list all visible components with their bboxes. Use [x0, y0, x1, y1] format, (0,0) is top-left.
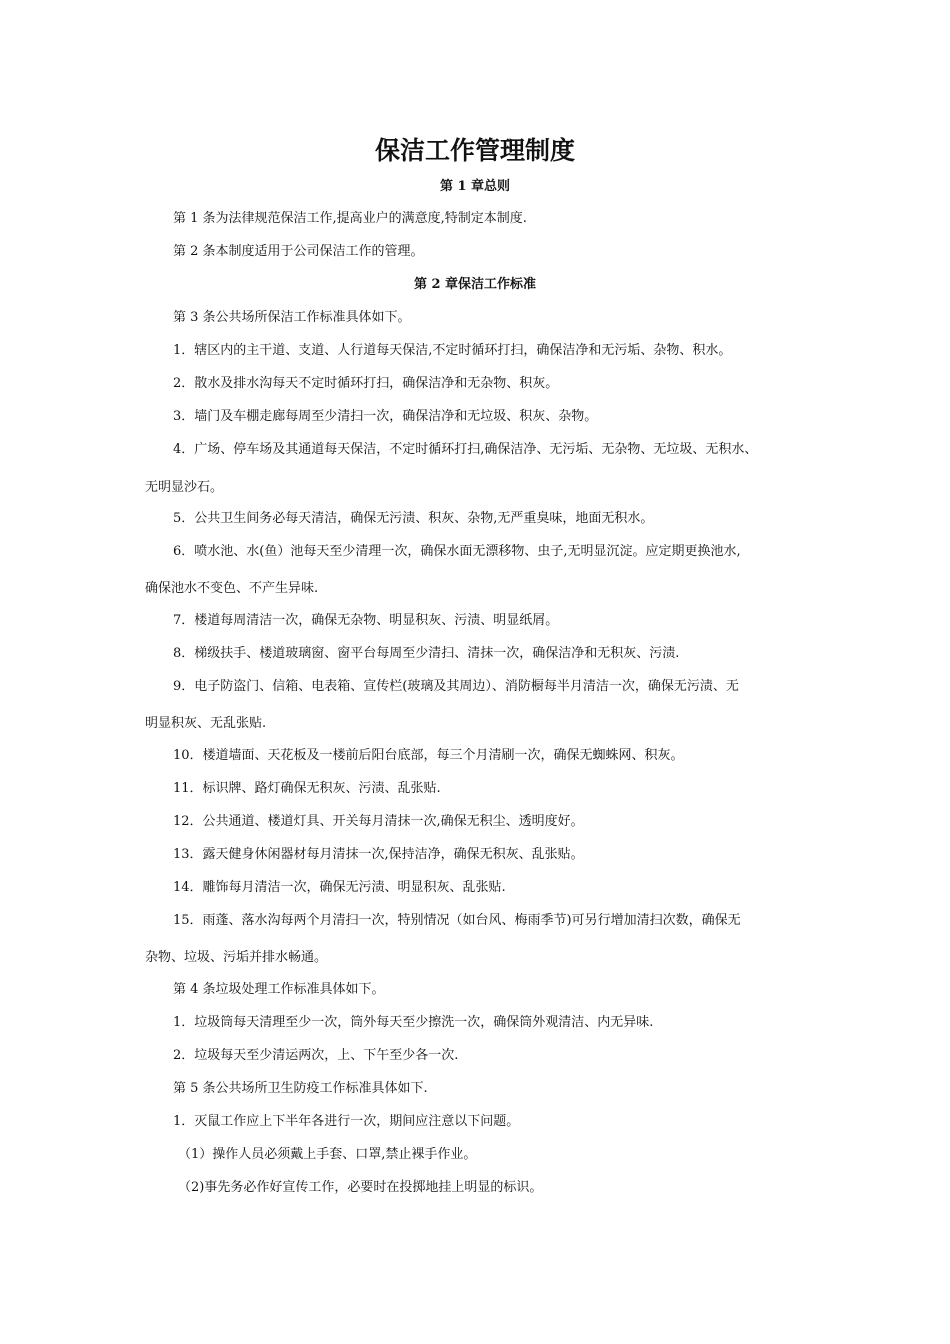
article-3-item-8: 8．梯级扶手、楼道玻璃窗、窗平台每周至少清扫、清抹一次，确保洁净和无积灰、污渍. [173, 646, 680, 661]
article-3-item-1: 1．辖区内的主干道、支道、人行道每天保洁,不定时循环打扫，确保洁净和无污垢、杂物、积水。 [173, 343, 732, 358]
article-3-item-6-continued: 确保池水不变色、不产生异味. [145, 581, 319, 596]
article-4: 第 4 条垃圾处理工作标准具体如下。 [173, 982, 385, 997]
article-3-item-3: 3．墙门及车棚走廊每周至少清扫一次，确保洁净和无垃圾、积灰、杂物。 [173, 409, 598, 424]
chapter-2-heading: 第 2 章保洁工作标准 [413, 277, 537, 292]
article-5-item-1: 1．灭鼠工作应上下半年各进行一次，期间应注意以下问题。 [173, 1114, 520, 1129]
article-5-subitem-2: （2)事先务必作好宣传工作，必要时在投掷地挂上明显的标识。 [178, 1180, 543, 1195]
article-3-item-15-continued: 杂物、垃圾、污垢并排水畅通。 [145, 950, 328, 965]
article-3-item-14: 14．雕饰每月清洁一次，确保无污渍、明显积灰、乱张贴. [173, 880, 506, 895]
article-3-item-11: 11．标识牌、路灯确保无积灰、污渍、乱张贴. [173, 781, 441, 796]
article-3-item-13: 13．露天健身休闲器材每月清抹一次,保持洁净，确保无积灰、乱张贴。 [173, 847, 584, 862]
article-5-subitem-1: （1）操作人员必须戴上手套、口罩,禁止裸手作业。 [178, 1147, 477, 1162]
article-3-item-15: 15．雨蓬、落水沟每两个月清扫一次，特别情况（如台风、梅雨季节)可另行增加清扫次数，确保无 [173, 913, 741, 928]
document-title: 保洁工作管理制度 [374, 136, 575, 165]
article-2: 第 2 条本制度适用于公司保洁工作的管理。 [173, 244, 424, 259]
article-4-item-1: 1．垃圾筒每天清理至少一次，筒外每天至少擦洗一次，确保筒外观清洁、内无异味. [173, 1015, 654, 1030]
article-5: 第 5 条公共场所卫生防疫工作标准具体如下. [173, 1081, 428, 1096]
article-3-item-4: 4．广场、停车场及其通道每天保洁，不定时循环打扫,确保洁净、无污垢、无杂物、无垃圾、无积水、 [173, 442, 758, 457]
article-3-item-7: 7．楼道每周清洁一次，确保无杂物、明显积灰、污渍、明显纸屑。 [173, 613, 559, 628]
article-3: 第 3 条公共场所保洁工作标准具体如下。 [173, 310, 411, 325]
article-1: 第 1 条为法律规范保洁工作,提高业户的满意度,特制定本制度. [173, 211, 527, 226]
article-3-item-12: 12．公共通道、楼道灯具、开关每月清抹一次,确保无积尘、透明度好。 [173, 814, 584, 829]
article-4-item-2: 2．垃圾每天至少清运两次，上、下午至少各一次. [173, 1048, 459, 1063]
article-3-item-10: 10．楼道墙面、天花板及一楼前后阳台底部，每三个月清刷一次，确保无蜘蛛网、积灰。 [173, 748, 684, 763]
article-3-item-9: 9．电子防盗门、信箱、电表箱、宣传栏(玻璃及其周边）、消防橱每半月清洁一次，确保无污渍、无 [173, 679, 739, 694]
article-3-item-2: 2．散水及排水沟每天不定时循环打扫，确保洁净和无杂物、积灰。 [173, 376, 559, 391]
article-3-item-4-continued: 无明显沙石。 [145, 480, 224, 495]
article-3-item-9-continued: 明显积灰、无乱张贴. [145, 716, 267, 731]
article-3-item-6: 6．喷水池、水(鱼）池每天至少清理一次，确保水面无漂移物、虫子,无明显沉淀。应定期更换池水, [173, 544, 741, 559]
article-3-item-5: 5．公共卫生间务必每天清洁，确保无污渍、积灰、杂物,无严重臭味，地面无积水。 [173, 511, 654, 526]
chapter-1-heading: 第 1 章总则 [439, 179, 511, 194]
